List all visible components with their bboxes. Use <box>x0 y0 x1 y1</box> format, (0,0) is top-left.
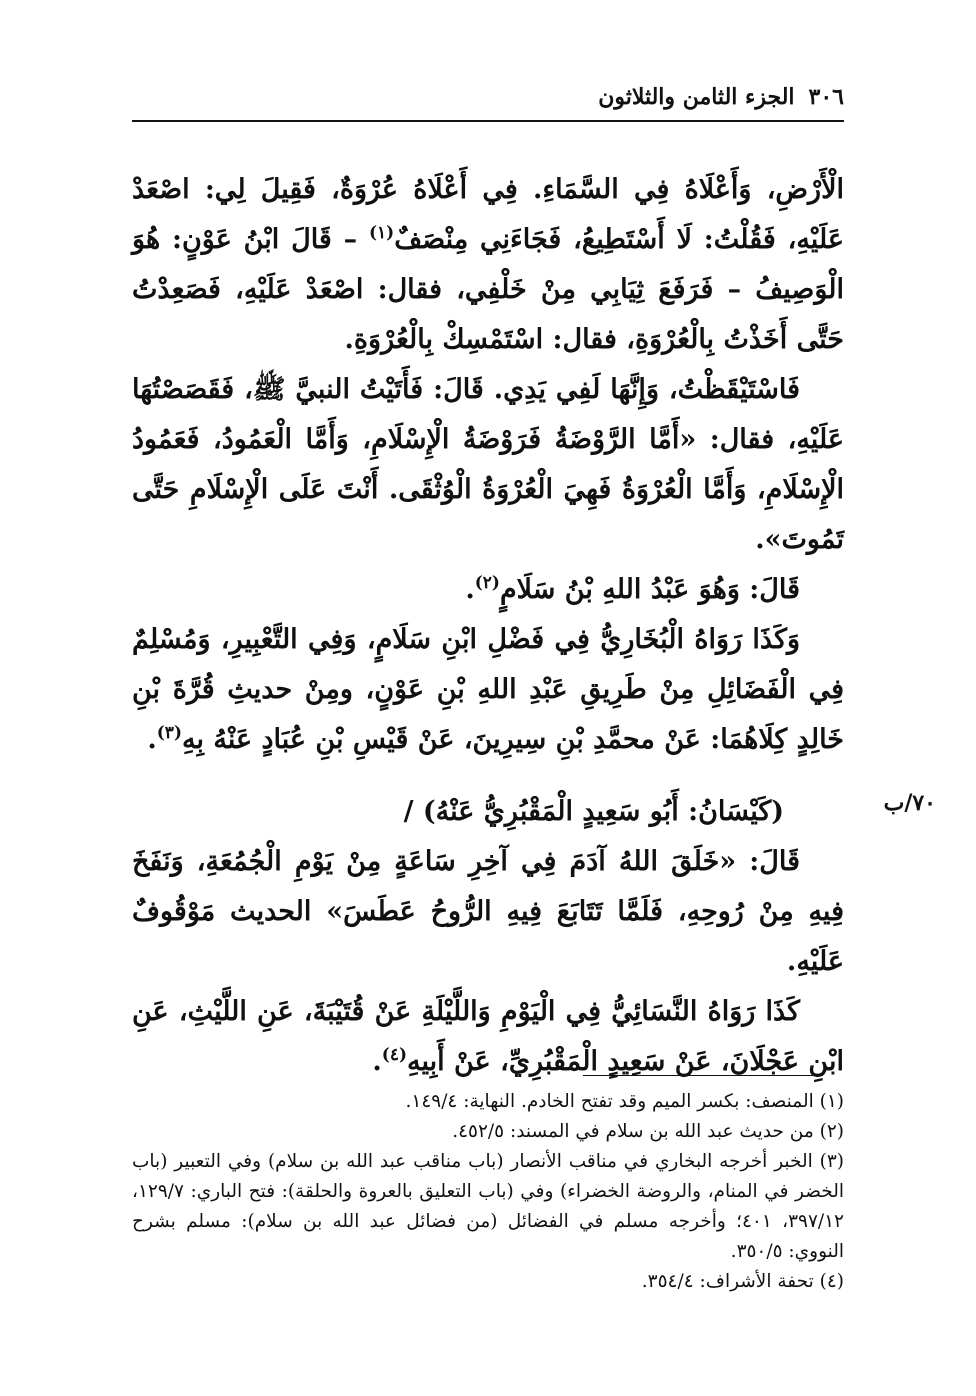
paragraph-4 <box>132 615 844 765</box>
paragraph-4-text: وَكَذَا رَوَاهُ الْبُخَارِيُّ فِي فَضْلِ ابْنِ سَلَامٍ، وَفِي التَّعْبِيرِ، وَمُسْلِمٌ فِي الْفَضَائِلِ مِنْ طَرِيقِ عَبْدِ اللهِ بْنِ عَوْنٍ، ومِنْ حديثِ قُرَّةَ بْنِ خَالِدٍ كِلَاهُمَا: عَنْ محمَّدِ بْنِ سِيرِينَ، عَنْ قَيْسِ بْنِ عُبَادٍ عَنْهُ بِهِ <box>132 624 844 755</box>
footnote-ref-3: (٣) <box>156 723 182 743</box>
footnote-ref-4: (٤) <box>381 1045 408 1065</box>
paragraph-6-text: كَذَا رَوَاهُ النَّسَائِيُّ فِي الْيَوْمِ وَاللَّيْلَةِ عَنْ قُتَيْبَةَ، عَنِ اللَّيْثِ، عَنِ ابْنِ عَجْلَانَ، عَنْ سَعِيدٍ الْمَقْبُرِيِّ، عَنْ أَبِيهِ <box>132 996 844 1077</box>
volume-title: الجزء الثامن والثلاثون <box>598 84 795 110</box>
main-text <box>132 165 844 1087</box>
paragraph-1 <box>132 165 844 365</box>
paragraph-1-text-a: الْأَرْضِ، وَأَعْلَاهُ فِي السَّمَاءِ. فِي أَعْلَاهُ عُرْوَةٌ، فَقِيلَ لِي: اصْعَدْ عَلَيْهِ، فَقُلْتُ: لَا أَسْتَطِيعُ، فَجَاءَنِي مِنْصَفٌ <box>132 174 844 255</box>
paragraph-6 <box>132 987 844 1087</box>
footnote-4: (٤) تحفة الأشراف: ٣٥٤/٤. <box>641 1271 844 1292</box>
footnote-rule <box>583 1075 823 1076</box>
paragraph-2: فَاسْتَيْقَظْتُ، وَإِنَّهَا لَفِي يَدِي. قَالَ: فَأَتَيْتُ النبيَّ ﷺ، فَقَصَصْتُهَا عَلَيْهِ، فقال: «أَمَّا الرَّوْضَةُ فَرَوْضَةُ الْإِسْلَامِ، وَأَمَّا الْعَمُودُ، فَعَمُودُ الْإِسْلَامِ، وَأَمَّا الْعُرْوَةُ فَهِيَ الْعُرْوَةُ الْوُثْقَى. أَنْتَ عَلَى الْإِسْلَامِ حَتَّى تَمُوتَ». <box>132 374 844 555</box>
paragraph-5: قَالَ: «خَلَقَ اللهُ آدَمَ فِي آخِرِ سَاعَةٍ مِنْ يَوْمِ الْجُمُعَةِ، وَنَفَخَ فِيهِ مِنْ رُوحِهِ، فَلَمَّا تَتَابَعَ فِيهِ الرُّوحُ عَطَسَ» الحديث مَوْقُوفٌ عَلَيْهِ. <box>132 846 844 977</box>
paragraph-4-end: . <box>147 724 157 755</box>
section-heading: (كَيْسَانُ: أَبُو سَعِيدٍ الْمَقْبُرِيُّ عَنْهُ) / <box>403 796 784 827</box>
page-number: ٣٠٦ <box>808 84 844 110</box>
paragraph-3 <box>132 565 844 615</box>
paragraph-3-end: . <box>465 574 475 605</box>
running-head <box>132 84 844 110</box>
footnote-1: (١) المنصف: بكسر الميم وقد تفتح الخادم. النهاية: ١٤٩/٤. <box>405 1091 844 1112</box>
footnote-2: (٢) من حديث عبد الله بن سلام في المسند: ٤٥٢/٥. <box>452 1121 844 1142</box>
paragraph-6-end: . <box>372 1046 382 1077</box>
paragraph-3-text: قَالَ: وَهُوَ عَبْدُ اللهِ بْنُ سَلَامٍ <box>499 574 800 605</box>
margin-folio-note: ٧٠/ب <box>883 790 936 816</box>
footnote-3: (٣) الخبر أخرجه البخاري في مناقب الأنصار (باب مناقب عبد الله بن سلام) وفي التعبير (باب الخضر في المنام، والروضة الخضراء) وفي (باب التعليق بالعروة والحلقة): فتح الباري: ١٢٩/٧، ٣٩٧/١٢، ٤٠١؛ وأخرجه مسلم في الفضائل (من فضائل عبد الله بن سلام): مسلم بشرح النووي: ٣٥٠/٥. <box>132 1151 844 1262</box>
paragraph-1-text-b: – قَالَ ابْنُ عَوْنٍ: هُوَ الْوَصِيفُ – فَرَفَعَ ثِيَابِي مِنْ خَلْفِي، فقال: اصْعَدْ عَلَيْهِ، فَصَعِدْتُ حَتَّى أَخَذْتُ بِالْعُرْوَةِ، فقال: اسْتَمْسِكْ بِالْعُرْوَةِ. <box>132 224 844 355</box>
footnote-ref-2: (٢) <box>474 573 500 593</box>
header-rule <box>132 120 844 122</box>
footnote-ref-1: (١) <box>368 223 395 243</box>
footnotes <box>132 1087 844 1297</box>
